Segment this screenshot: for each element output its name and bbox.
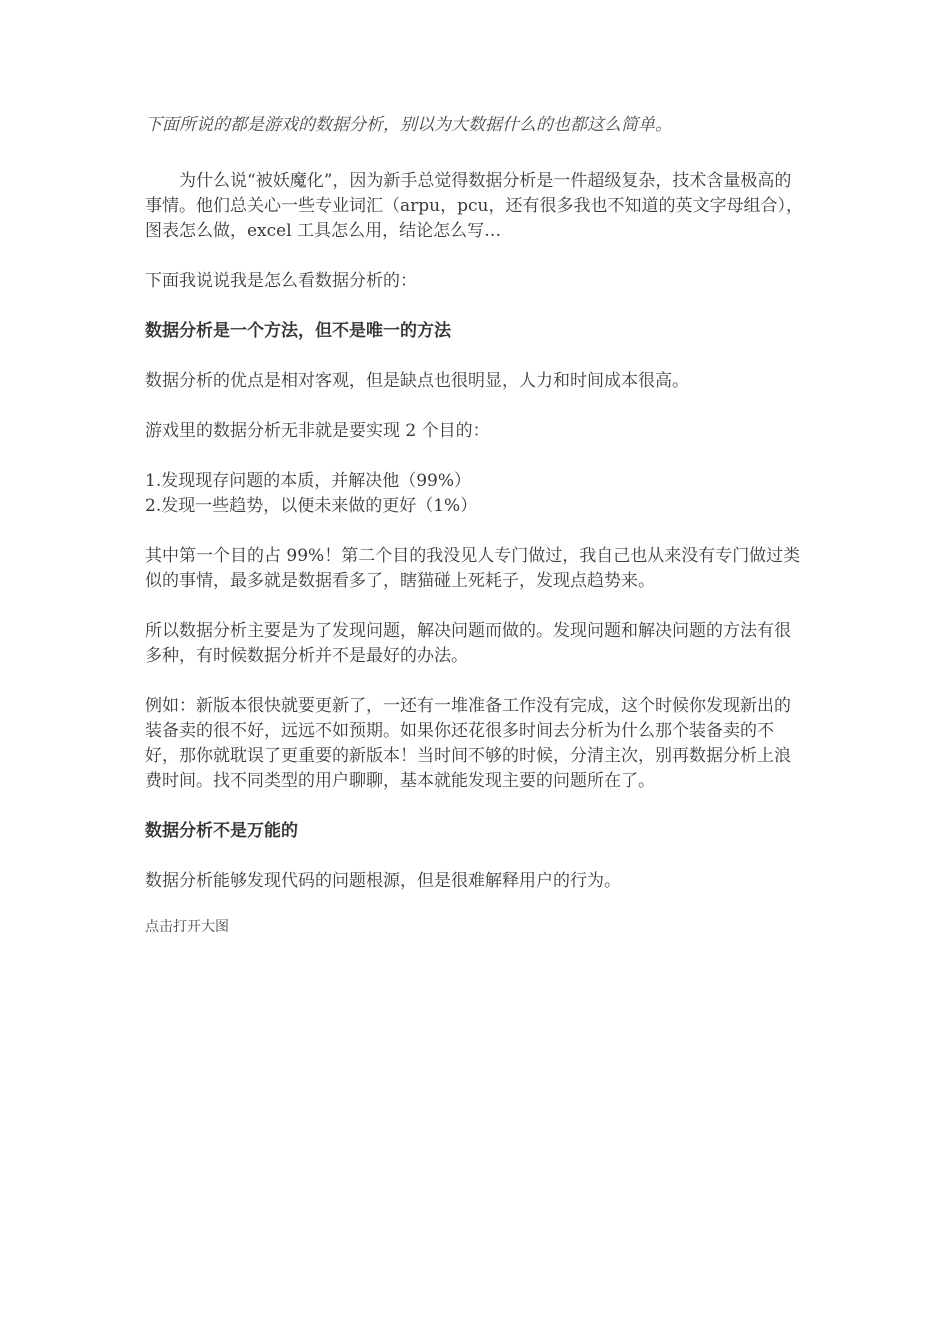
intro-text: 下面所说的都是游戏的数据分析，别以为大数据什么的也都这么简单。 (145, 115, 672, 135)
paragraph: 游戏里的数据分析无非就是要实现 2 个目的： (145, 421, 490, 441)
paragraph: 其中第一个目的占 99%！第二个目的我没见人专门做过，我自己也从来没有专门做过类似的事情，最多就是数据看多了，瞎猫碰上死耗子，发现点趋势来。 (145, 546, 801, 591)
paragraph: 所以数据分析主要是为了发现问题，解决问题而做的。发现问题和解决问题的方法有很多种，有时候数据分析并不是最好的办法。 (145, 621, 791, 666)
section-heading: 数据分析不是万能的 (145, 821, 298, 841)
paragraph: 为什么说“被妖魔化”，因为新手总觉得数据分析是一件超级复杂，技术含量极高的事情。他们总关心一些专业词汇（arpu，pcu，还有很多我也不知道的英文字母组合），图表怎么做，excel 工具怎么用，结论怎么写… (145, 171, 803, 241)
paragraph: 数据分析的优点是相对客观，但是缺点也很明显，人力和时间成本很高。 (145, 371, 689, 391)
paragraph: 数据分析能够发现代码的问题根源，但是很难解释用户的行为。 (145, 871, 621, 891)
paragraph: 下面我说说我是怎么看数据分析的： (145, 271, 417, 291)
goal-list (145, 469, 805, 519)
document-body (145, 113, 805, 937)
list-item: 1.发现现存问题的本质，并解决他（99%） (145, 471, 472, 491)
section-heading: 数据分析是一个方法，但不是唯一的方法 (145, 321, 451, 341)
open-image-link[interactable]: 点击打开大图 (145, 919, 229, 935)
list-item: 2.发现一些趋势，以便未来做的更好（1%） (145, 496, 478, 516)
paragraph: 例如：新版本很快就要更新了，一还有一堆准备工作没有完成，这个时候你发现新出的装备卖的很不好，远远不如预期。如果你还花很多时间去分析为什么那个装备卖的不好，那你就耽误了更重要的新版本！当时间不够的时候，分清主次，别再数据分析上浪费时间。找不同类型的用户聊聊，基本就能发现主要的问题所在了。 (145, 696, 791, 791)
